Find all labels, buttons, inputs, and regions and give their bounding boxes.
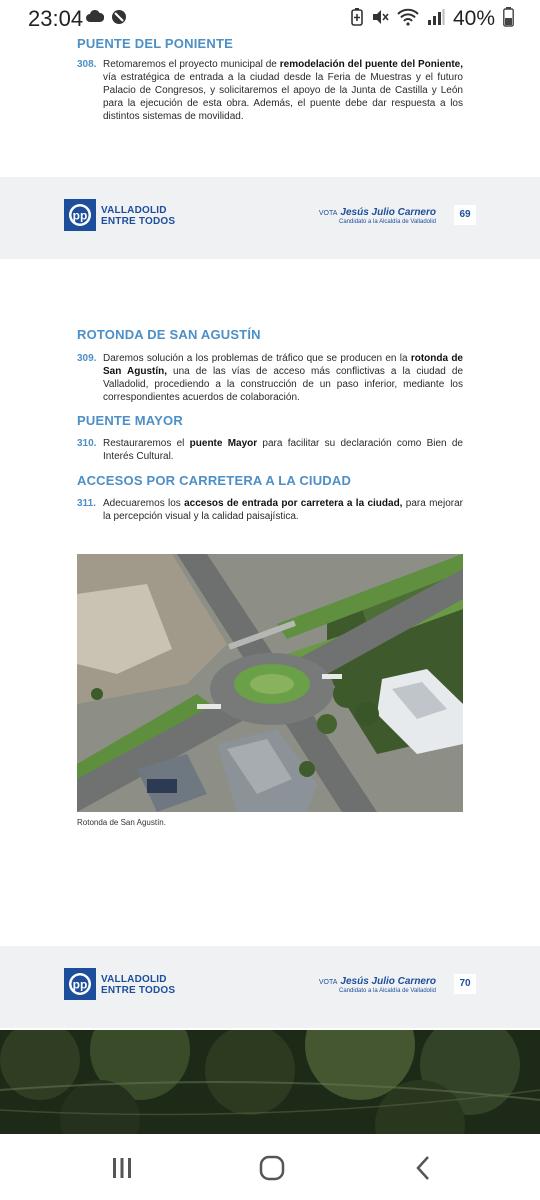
image-caption: Rotonda de San Agustín. [77,818,166,827]
status-bar [0,0,540,36]
back-icon[interactable] [404,1154,444,1182]
mute-icon [371,8,389,31]
candidate-block: VOTA Jesús Julio Carnero Candidato a la Alcaldía de Valladolid [318,976,436,994]
pp-logo-icon [64,968,96,1000]
item-number: 310. [77,438,97,449]
battery-saver-icon [351,8,363,31]
battery-icon [503,7,514,32]
roundabout-aerial-image [77,554,463,812]
proposal-item-309 [77,352,463,404]
status-time: 23:04 [28,6,84,31]
wifi-icon [397,8,419,31]
no-disturb-icon [111,9,127,30]
section-heading: PUENTE MAYOR [77,413,183,428]
svg-text:pp: pp [72,208,88,223]
item-number: 308. [77,59,97,70]
item-text: Retomaremos el proyecto municipal de remodelación del puente del Poniente, vía estratégica de entrada a la ciudad desde la Feria de Muestras y el futuro Palacio de Congresos, y solicitaremos el apoyo de la Junta de Castilla y León para la ejecución de esta obra. Además, el puente debe dar respuesta a los distintos sistemas de movilidad. [103,59,463,122]
pp-logo-icon [64,199,96,231]
section-heading: ACCESOS POR CARRETERA A LA CIUDAD [77,473,352,488]
section-heading: ROTONDA DE SAN AGUSTÍN [77,327,261,342]
section-heading: PUENTE DEL PONIENTE [77,36,233,51]
brand-name: VALLADOLID ENTRE TODOS [101,205,176,227]
page-footer-70 [0,946,540,1028]
status-icons [351,6,514,32]
next-page-cover-image [0,1030,540,1134]
candidate-block: VOTA Jesús Julio Carnero Candidato a la Alcaldía de Valladolid [318,207,436,225]
page-number: 70 [454,974,476,994]
item-number: 309. [77,353,97,364]
system-nav-bar [0,1134,540,1200]
recent-apps-icon[interactable] [102,1154,142,1182]
item-text: Restauraremos el puente Mayor para facilitar su declaración como Bien de Interés Cultural. [103,438,463,462]
brand-name: VALLADOLID ENTRE TODOS [101,974,176,996]
signal-icon [427,8,445,31]
page-number: 69 [454,205,476,225]
proposal-item-311 [77,497,463,523]
item-text: Daremos solución a los problemas de tráfico que se producen en la rotonda de San Agustín, una de las vías de acceso más conflictivas a la ciudad de Valladolid, procediendo a la construcción de un paso inferior, mediante los correspondientes acuerdos de colaboración. [103,353,464,403]
proposal-item-308 [77,58,463,123]
svg-text:pp: pp [72,977,88,992]
battery-percent: 40% [452,7,495,30]
page-footer-69 [0,177,540,259]
home-icon[interactable] [252,1154,292,1182]
item-number: 311. [77,498,96,509]
cloud-icon [86,9,104,28]
item-text: Adecuaremos los accesos de entrada por carretera a la ciudad, para mejorar la percepción visual y la calidad paisajística. [103,498,464,522]
proposal-item-310 [77,437,463,463]
